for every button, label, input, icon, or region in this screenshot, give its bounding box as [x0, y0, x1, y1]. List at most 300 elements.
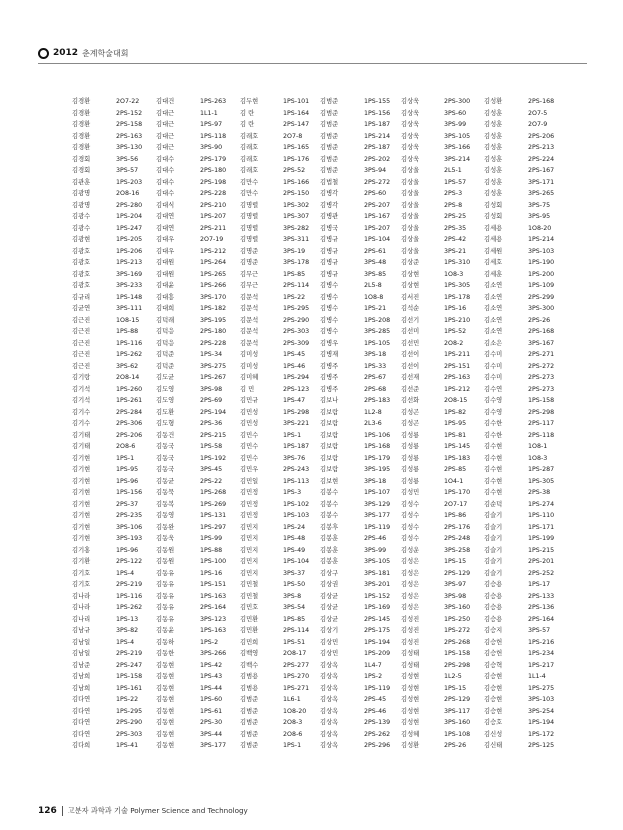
author-name: 김민지 — [240, 569, 259, 577]
author-name: 김승현 — [484, 673, 503, 680]
presentation-code: 1PS-207 — [364, 224, 391, 232]
presentation-code: 1PS-85 — [283, 615, 306, 623]
author-name: 김동국 — [156, 443, 175, 450]
presentation-code: 1PS-166 — [283, 178, 310, 186]
author-name: 김근진 — [72, 316, 91, 324]
author-name: 김동한 — [156, 650, 175, 657]
author-name: 김래호 — [240, 132, 259, 140]
author-name: 김나라 — [72, 604, 91, 611]
presentation-code: 2PS-69 — [200, 397, 223, 404]
author-name: 김승용 — [484, 615, 503, 623]
author-name: 김대원 — [156, 270, 175, 278]
presentation-code: 2PS-228 — [200, 190, 227, 197]
presentation-code: 1PS-1 — [283, 431, 302, 439]
author-name: 김동현 — [156, 673, 175, 680]
author-name: 김병우 — [320, 339, 339, 347]
author-name: 김민호 — [240, 604, 259, 611]
author-name: 김동현 — [156, 719, 175, 726]
table-row — [72, 200, 592, 212]
presentation-code: 1PS-210 — [444, 316, 471, 324]
author-name: 김경환 — [72, 132, 91, 140]
author-name: 김남준 — [72, 661, 91, 669]
table-row — [72, 315, 592, 327]
presentation-code: 1L1-4 — [528, 673, 546, 680]
author-name: 김보람 — [320, 431, 339, 439]
presentation-code: 2PS-290 — [283, 316, 310, 324]
presentation-code: 1PS-163 — [200, 627, 227, 634]
journal-name: 고분자 과학과 기술 Polymer Science and Technology — [67, 806, 248, 815]
author-name: 김동원 — [156, 546, 175, 554]
table-row — [72, 533, 592, 545]
table-row — [72, 211, 592, 223]
author-name: 김상옥 — [320, 696, 339, 703]
presentation-code: 3PS-75 — [528, 201, 551, 209]
author-name: 김선이 — [401, 362, 420, 370]
author-name: 김성민 — [401, 489, 420, 496]
author-name: 김수한 — [484, 420, 503, 427]
author-name: 김성진 — [401, 627, 420, 634]
presentation-code: 1PS-305 — [528, 477, 555, 485]
author-name: 김세훈 — [484, 270, 503, 278]
author-name: 김남규 — [72, 627, 91, 634]
author-name: 김수현 — [484, 466, 503, 473]
presentation-code: 1PS-82 — [444, 408, 467, 416]
author-name: 김만수 — [240, 178, 259, 186]
presentation-code: 2PS-303 — [116, 730, 143, 738]
presentation-code: 2PS-35 — [444, 224, 467, 232]
author-name: 김동유 — [156, 581, 175, 588]
author-name: 김동현 — [156, 661, 175, 669]
author-name: 김성은 — [401, 592, 420, 600]
presentation-code: 2PS-38 — [528, 489, 551, 496]
author-name: 김성훈 — [484, 144, 503, 151]
author-name: 김동유 — [156, 615, 175, 623]
table-row — [72, 349, 592, 361]
presentation-code: 3PS-48 — [364, 259, 387, 266]
author-name: 김동균 — [156, 477, 175, 485]
presentation-code: 1PS-209 — [364, 650, 391, 657]
presentation-code: 1PS-250 — [444, 615, 471, 623]
presentation-code: 1PS-101 — [283, 98, 310, 105]
author-name: 김병규 — [320, 270, 339, 278]
presentation-code: 1PS-88 — [116, 328, 139, 335]
presentation-code: 1PS-4 — [116, 638, 135, 646]
author-name: 김기호 — [72, 569, 91, 577]
table-row — [72, 361, 592, 373]
presentation-code: 1PS-264 — [200, 259, 227, 266]
presentation-code: 2PS-52 — [283, 167, 306, 174]
presentation-code: 1PS-266 — [200, 282, 227, 289]
presentation-code: 3PS-300 — [528, 305, 555, 312]
author-name: 김동완 — [156, 523, 175, 531]
author-name: 김성현 — [401, 707, 420, 715]
author-name: 김석순 — [401, 305, 420, 312]
presentation-code: 2PS-168 — [528, 328, 555, 335]
author-name: 김승현 — [484, 696, 503, 703]
author-name: 김민정 — [240, 489, 259, 496]
author-name: 김도영 — [156, 385, 175, 393]
page-footer — [38, 806, 248, 816]
author-name: 김상균 — [320, 592, 339, 600]
presentation-code: 1PS-187 — [283, 443, 310, 450]
author-name: 김봉후 — [320, 523, 339, 531]
presentation-code: 1PS-86 — [444, 512, 467, 519]
conference-year: 2012 — [53, 48, 79, 58]
author-name: 김도균 — [156, 374, 175, 381]
presentation-code: 1PS-163 — [200, 592, 227, 600]
author-name: 김수미 — [484, 351, 503, 358]
presentation-code: 1PS-295 — [283, 305, 310, 312]
presentation-code: 2PS-36 — [200, 420, 223, 427]
presentation-code: 1PS-41 — [116, 742, 139, 749]
author-name: 김동하 — [156, 638, 175, 646]
table-row — [72, 154, 592, 166]
author-name: 김상옥 — [320, 673, 339, 680]
presentation-code: 3PS-214 — [444, 155, 471, 163]
author-name: 김성현 — [401, 673, 420, 680]
author-name: 김동유 — [156, 604, 175, 611]
author-name: 김성룡 — [401, 443, 420, 450]
table-row — [72, 257, 592, 269]
presentation-code: 2PS-273 — [528, 374, 555, 381]
page-number: 126 — [38, 806, 57, 816]
author-name: 김상울 — [401, 224, 420, 232]
presentation-code: 3PS-56 — [116, 155, 139, 163]
author-name: 김명렬 — [240, 213, 259, 220]
author-name: 김성수 — [401, 512, 420, 519]
author-name: 김슬기 — [484, 546, 503, 554]
presentation-code: 1PS-310 — [444, 259, 471, 266]
author-name: 김동윤 — [156, 627, 175, 634]
author-name: 김상욱 — [401, 132, 420, 140]
presentation-code: 2PS-117 — [528, 420, 555, 427]
presentation-code: 3PS-160 — [444, 604, 471, 611]
author-name: 김기현 — [72, 477, 91, 485]
presentation-code: 2PS-306 — [116, 420, 143, 427]
author-name: 김상옥 — [320, 707, 339, 715]
presentation-code: 1PS-148 — [116, 293, 143, 301]
author-name: 김광수 — [72, 224, 91, 232]
author-name: 김나리 — [72, 615, 91, 623]
author-name: 김선재 — [401, 374, 420, 381]
author-name: 김미혜 — [240, 374, 259, 381]
author-name: 김범준 — [320, 155, 339, 163]
presentation-code: 2PS-277 — [283, 661, 310, 669]
table-row — [72, 234, 592, 246]
table-row — [72, 740, 592, 752]
presentation-code: 2PS-158 — [116, 121, 143, 128]
presentation-code: 2PS-198 — [200, 178, 227, 186]
author-name: 김성은 — [401, 558, 420, 565]
presentation-code: 3PS-105 — [444, 132, 471, 140]
presentation-code: 1O8-3 — [444, 270, 464, 278]
author-name: 김보람 — [320, 443, 339, 450]
author-name: 김상준 — [401, 259, 420, 266]
author-name: 김경회 — [72, 155, 91, 163]
presentation-code: 1PS-4 — [116, 569, 135, 577]
presentation-code: 2PS-228 — [200, 339, 227, 347]
author-name: 김병수 — [320, 282, 339, 289]
table-row — [72, 637, 592, 649]
presentation-code: 1PS-204 — [116, 213, 143, 220]
author-name: 김민수 — [240, 454, 259, 462]
presentation-code: 1PS-183 — [444, 454, 471, 462]
presentation-code: 1PS-33 — [364, 362, 387, 370]
presentation-code: 1PS-52 — [444, 328, 467, 335]
author-name: 김대윤 — [156, 282, 175, 289]
presentation-code: 2PS-60 — [364, 190, 387, 197]
author-name: 김범용 — [240, 673, 259, 680]
table-row — [72, 625, 592, 637]
table-row — [72, 108, 592, 120]
author-name: 김병각 — [320, 201, 339, 209]
presentation-code: 2PS-26 — [528, 316, 551, 324]
presentation-code: 2PS-150 — [283, 190, 310, 197]
author-name: 김대수 — [156, 155, 175, 163]
author-name: 김문석 — [240, 328, 259, 335]
author-name: 김봉훈 — [320, 546, 339, 554]
presentation-code: 3PS-103 — [528, 696, 555, 703]
presentation-code: 1PS-214 — [528, 236, 555, 243]
author-name: 김성환 — [401, 742, 420, 749]
presentation-code: 1PS-212 — [200, 247, 227, 255]
author-name: 김 란 — [240, 109, 255, 117]
author-name: 김성은 — [401, 604, 420, 611]
presentation-code: 2PS-268 — [444, 638, 471, 646]
author-name: 김병주 — [320, 385, 339, 393]
presentation-code: 2PS-68 — [364, 385, 387, 393]
presentation-code: 1PS-1 — [283, 742, 302, 749]
presentation-code: 1PS-194 — [528, 719, 555, 726]
author-name: 김광명 — [72, 201, 91, 209]
author-name: 김범준 — [240, 696, 259, 703]
author-name: 김성룡 — [401, 477, 420, 485]
presentation-code: 2PS-187 — [364, 144, 391, 151]
presentation-code: 2PS-248 — [444, 535, 471, 542]
presentation-code: 1PS-42 — [200, 661, 223, 669]
presentation-code: 2PS-180 — [200, 167, 227, 174]
presentation-code: 1PS-274 — [528, 500, 555, 508]
author-name: 김기현 — [72, 466, 91, 473]
author-name: 김만수 — [240, 190, 259, 197]
presentation-code: 1PS-50 — [283, 581, 306, 588]
presentation-code: 1PS-2 — [200, 638, 219, 646]
author-name: 김범준 — [320, 167, 339, 174]
presentation-code: 1PS-15 — [444, 558, 467, 565]
presentation-code: 2PS-219 — [116, 581, 143, 588]
author-name: 김수영 — [484, 397, 503, 404]
author-name: 김남희 — [72, 684, 91, 692]
presentation-code: 1PS-24 — [283, 523, 306, 531]
presentation-code: 1L2-8 — [364, 408, 382, 416]
presentation-code: 3PS-99 — [444, 121, 467, 128]
table-row — [72, 326, 592, 338]
presentation-code: 2PS-213 — [528, 144, 555, 151]
presentation-code: 1PS-307 — [283, 213, 310, 220]
author-name: 김병규 — [320, 259, 339, 266]
author-name: 김백영 — [240, 650, 259, 657]
presentation-code: 1PS-216 — [528, 638, 555, 646]
author-name: 김경환 — [72, 98, 91, 105]
author-name: 김보람 — [320, 420, 339, 427]
author-name: 김성훈 — [484, 132, 503, 140]
author-name: 김경회 — [72, 167, 91, 174]
presentation-code: 2PS-271 — [528, 351, 555, 358]
presentation-code: 1PS-99 — [200, 535, 223, 542]
author-name: 김선미 — [401, 328, 420, 335]
author-name: 김동유 — [156, 592, 175, 600]
author-name: 김민철 — [240, 581, 259, 588]
author-name: 김선기 — [401, 316, 420, 324]
presentation-code: 1O8-3 — [528, 454, 548, 462]
table-row — [72, 269, 592, 281]
presentation-code: 1PS-21 — [364, 305, 387, 312]
presentation-code: 2PS-280 — [116, 201, 143, 209]
presentation-code: 2PS-298 — [444, 661, 471, 669]
author-name: 김무근 — [240, 282, 259, 289]
table-row — [72, 602, 592, 614]
presentation-code: 3PS-201 — [364, 581, 391, 588]
presentation-code: 2O8-2 — [444, 339, 464, 347]
author-name: 김민수 — [240, 431, 259, 439]
author-name: 김대수 — [156, 178, 175, 186]
presentation-code: 1PS-109 — [528, 282, 555, 289]
presentation-code: 3PS-170 — [200, 293, 227, 301]
presentation-code: 3PS-18 — [364, 351, 387, 358]
presentation-code: 3PS-265 — [528, 190, 555, 197]
table-row — [72, 499, 592, 511]
presentation-code: 1PS-145 — [444, 443, 471, 450]
presentation-code: 3PS-258 — [444, 546, 471, 554]
presentation-code: 2PS-45 — [364, 696, 387, 703]
table-row — [72, 303, 592, 315]
author-name: 김상울 — [401, 201, 420, 209]
presentation-code: 1PS-161 — [116, 684, 143, 692]
presentation-code: 1PS-305 — [444, 282, 471, 289]
author-name: 김기환 — [72, 558, 91, 565]
author-name: 김수현 — [484, 454, 503, 462]
presentation-code: 2PS-46 — [364, 707, 387, 715]
presentation-code: 2PS-194 — [200, 408, 227, 416]
presentation-code: 1PS-170 — [444, 489, 471, 496]
presentation-code: 2PS-243 — [283, 466, 310, 473]
author-name: 김기현 — [72, 512, 91, 519]
page-header — [38, 46, 128, 60]
presentation-code: 2PS-147 — [283, 121, 310, 128]
presentation-code: 2PS-163 — [116, 132, 143, 140]
presentation-code: 1PS-110 — [528, 512, 555, 519]
author-name: 김세호 — [484, 259, 503, 266]
presentation-code: 3PS-82 — [116, 627, 139, 634]
presentation-code: 1PS-269 — [200, 500, 227, 508]
author-name: 김성태 — [401, 661, 420, 669]
author-name: 김수영 — [484, 408, 503, 416]
author-name: 김봉수 — [320, 500, 339, 508]
author-name: 김성진 — [401, 638, 420, 646]
presentation-code: 3PS-254 — [528, 707, 555, 715]
presentation-code: 3PS-167 — [528, 339, 555, 347]
presentation-code: 3PS-130 — [116, 144, 143, 151]
author-name: 김광수 — [72, 213, 91, 220]
author-name: 김다연 — [72, 696, 91, 703]
author-name: 김상욱 — [401, 121, 420, 128]
table-row — [72, 568, 592, 580]
author-name: 김대수 — [156, 167, 175, 174]
author-name: 김성현 — [401, 684, 420, 692]
presentation-code: 1PS-156 — [364, 109, 391, 117]
presentation-code: 3PS-37 — [283, 569, 306, 577]
author-name: 김상구 — [320, 569, 339, 577]
author-name: 김슬기 — [484, 569, 503, 577]
presentation-code: 1PS-16 — [444, 305, 467, 312]
author-name: 김관훈 — [72, 178, 91, 186]
author-name: 김범용 — [240, 684, 259, 692]
author-name: 김봉훈 — [320, 558, 339, 565]
presentation-code: 3PS-181 — [364, 569, 391, 577]
presentation-code: 1PS-212 — [444, 385, 471, 393]
presentation-code: 1PS-287 — [528, 466, 555, 473]
presentation-code: 2PS-300 — [444, 98, 471, 105]
presentation-code: 2PS-224 — [528, 155, 555, 163]
presentation-code: 3PS-44 — [200, 730, 223, 738]
presentation-code: 2PS-272 — [528, 362, 555, 370]
presentation-code: 3PS-98 — [444, 592, 467, 600]
presentation-code: 1PS-104 — [283, 558, 310, 565]
author-name: 김광호 — [72, 247, 91, 255]
author-name: 김기수 — [72, 408, 91, 416]
presentation-code: 3PS-94 — [364, 167, 387, 174]
presentation-code: 1PS-168 — [364, 443, 391, 450]
author-name: 김동현 — [156, 730, 175, 738]
presentation-code: 2O7-19 — [200, 236, 224, 243]
presentation-code: 3PS-8 — [283, 592, 302, 600]
author-name: 김상균 — [320, 615, 339, 623]
presentation-code: 3PS-57 — [116, 167, 139, 174]
author-name: 김선준 — [401, 385, 420, 393]
author-name: 김순덕 — [484, 500, 503, 508]
presentation-code: 1PS-155 — [364, 98, 391, 105]
author-name: 김상욱 — [401, 109, 420, 117]
presentation-code: 3PS-54 — [283, 604, 306, 611]
presentation-code: 3PS-275 — [200, 362, 227, 370]
presentation-code: 3PS-166 — [444, 144, 471, 151]
author-name: 김성은 — [401, 569, 420, 577]
author-name: 김명렬 — [240, 236, 259, 243]
presentation-code: 1PS-46 — [283, 362, 306, 370]
author-name: 김상울 — [401, 213, 420, 220]
author-name: 김성현 — [401, 719, 420, 726]
author-name: 김민환 — [240, 627, 259, 634]
author-name: 김상울 — [401, 190, 420, 197]
author-name: 김남일 — [72, 638, 91, 646]
presentation-code: 1PS-199 — [528, 535, 555, 542]
presentation-code: 3PS-57 — [528, 627, 551, 634]
presentation-code: 3PS-193 — [116, 535, 143, 542]
author-name: 김세용 — [484, 224, 503, 232]
presentation-code: 2O8-17 — [283, 650, 307, 657]
presentation-code: 1PS-152 — [364, 592, 391, 600]
presentation-code: 2O7-8 — [283, 132, 303, 140]
presentation-code: 2PS-206 — [528, 132, 555, 140]
presentation-code: 1PS-97 — [200, 121, 223, 128]
presentation-code: 1PS-81 — [444, 431, 467, 439]
table-row — [72, 556, 592, 568]
presentation-code: 3PS-221 — [283, 420, 310, 427]
author-name: 김민일 — [240, 477, 259, 485]
presentation-code: 2PS-175 — [364, 627, 391, 634]
author-name: 김수현 — [484, 477, 503, 485]
author-name: 김경환 — [72, 121, 91, 128]
